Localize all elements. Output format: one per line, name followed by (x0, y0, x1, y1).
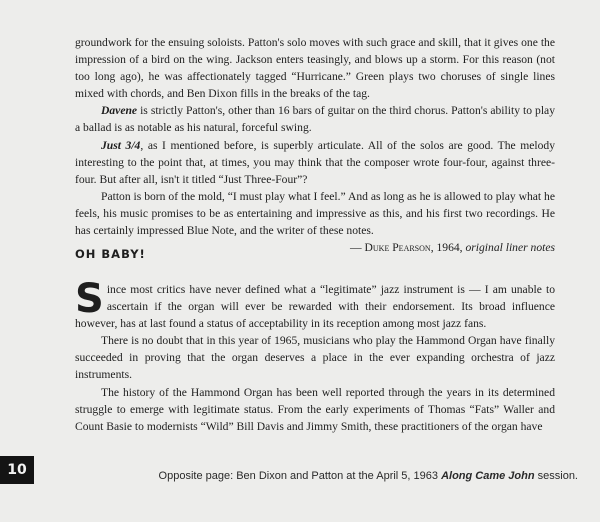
paragraph-legitimate-instrument (75, 276, 555, 332)
page-number: 10 (0, 456, 34, 484)
paragraph-davene-text: is strictly Patton's, other than 16 bars of guitar on the third chorus. Patton's ability to play a ballad is as notable as his natural, forceful swing. (75, 104, 555, 135)
paragraph-legitimate-instrument-text: ince most critics have never defined what a “legitimate” jazz instrument is — I am unable to ascertain if the organ will ever be rewarded with their endorsement. Its broad influence however, has at last found a status of acceptability in its reception among most jazz fans. (75, 283, 555, 331)
top-text-block (75, 34, 555, 256)
track-title-davene: Davene (101, 104, 138, 118)
paragraph-davene (75, 102, 555, 136)
paragraph-patton-mold: Patton is born of the mold, “I must play what I feel.” And as long as he is allowed to play what he feels, his music promises to be as entertaining and impressive as this, and his first two recordings. He has certainly impressed Blue Note, and the writer of these notes. (75, 189, 555, 238)
photo-caption (159, 470, 578, 482)
paragraph-just-three-four-text: , as I mentioned before, is superbly articulate. All of the solos are good. The melody interesting to the point that, at times, you may think that the composer wrote four-four, against three-four. But after all, isn't it titled “Just Three-Four”? (75, 138, 555, 186)
paragraph-soloists: groundwork for the ensuing soloists. Patton's solo moves with such grace and skill, that it gives one the impression of a bird on the wing. Jackson enters teasingly, and blows up a storm. For this reason (not too long ago), he was affectionately tagged “Hurricane.” Green plays two choruses of single lines mixed with chords, and Ben Dixon fills in the breaks of the tag. (75, 36, 555, 101)
signature-dash: — (350, 241, 365, 255)
section-heading: OH BABY! (75, 247, 146, 261)
section-oh-baby (75, 247, 555, 261)
caption-suffix: session. (534, 470, 578, 482)
signature-year: , 1964, (430, 241, 466, 255)
caption-album: Along Came John (441, 470, 535, 482)
track-title-just-three-four: Just 3/4 (101, 138, 141, 152)
caption-text: Opposite page: Ben Dixon and Patton at the April 5, 1963 (158, 470, 442, 482)
paragraph-just-three-four (75, 137, 555, 188)
paragraph-history: The history of the Hammond Organ has been well reported through the years in its determined struggle to emerge with legitimate status. From the early experiments of Thomas “Fats” Waller and Count Basie to modernists “Wild” Bill Davis and Jimmy Smith, these practitioners of the organ have (75, 385, 555, 433)
drop-cap: S (75, 276, 104, 322)
signature-source: original liner notes (465, 241, 555, 255)
section-body (75, 276, 555, 435)
paragraph-no-doubt: There is no doubt that in this year of 1965, musicians who play the Hammond Organ have finally succeeded in proving that the organ deserves a place in the ever expanding orchestra of jazz instruments. (75, 334, 555, 382)
signature-name: Duke Pearson (364, 241, 431, 255)
